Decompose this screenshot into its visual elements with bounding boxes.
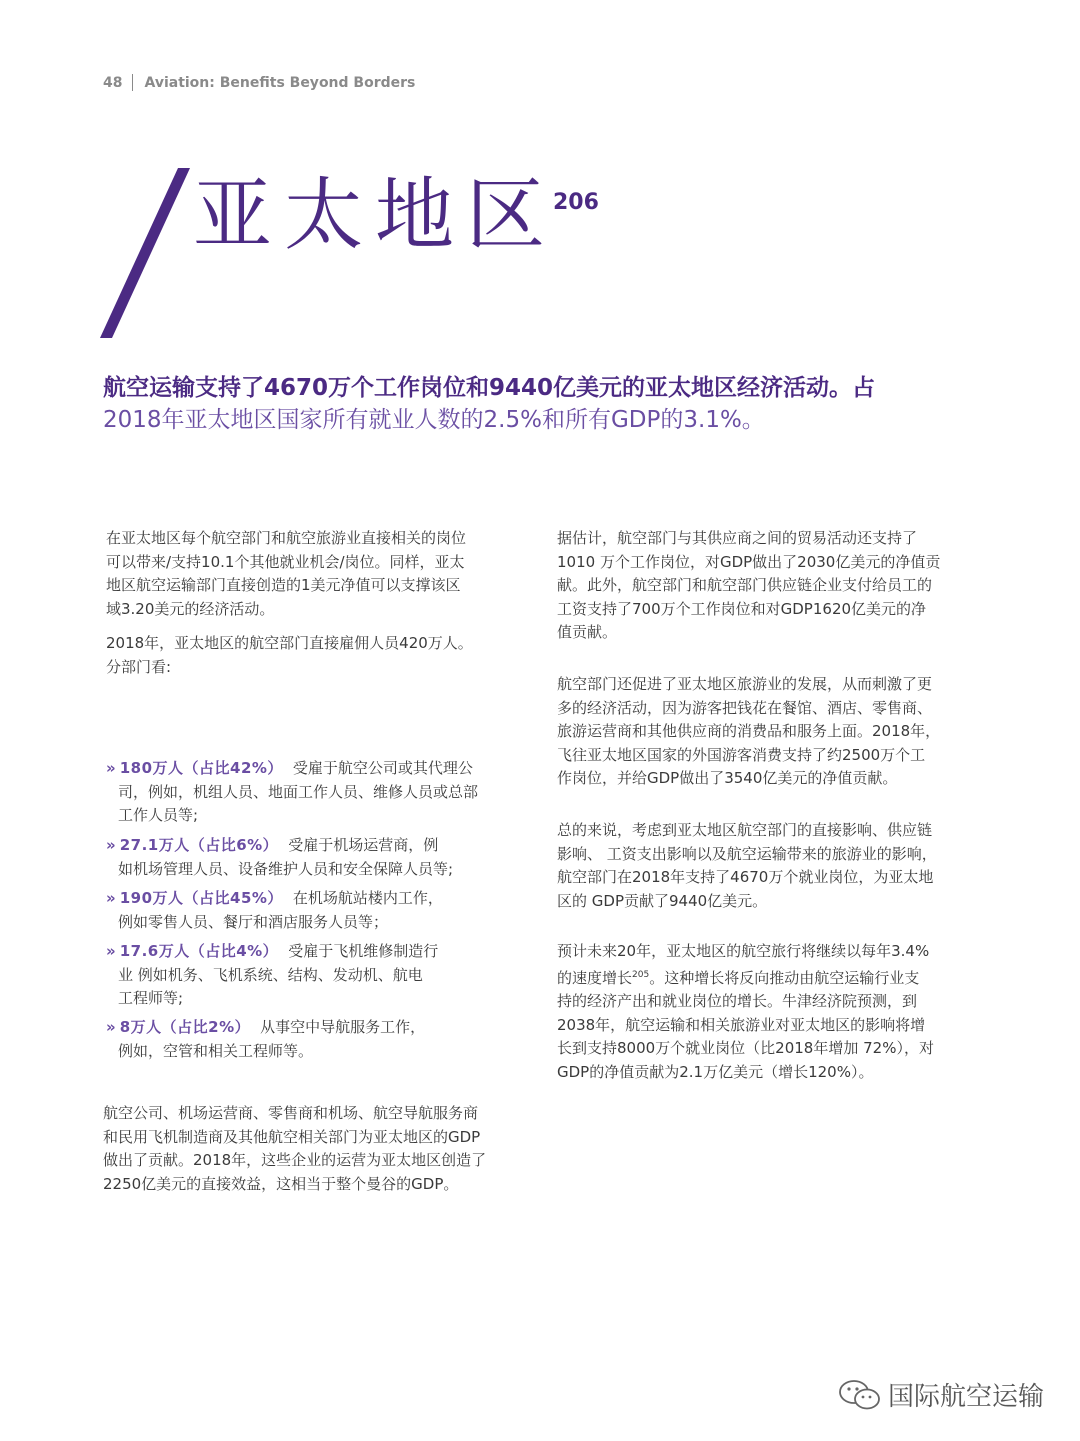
lead-summary xyxy=(103,372,973,436)
header-divider xyxy=(132,74,133,91)
right-paragraph-3: 总的来说，考虑到亚太地区航空部门的直接影响、供应链 影响、 工资支出影响以及航空运输带来的旅游业的影响， 航空部门在2018年支持了4670万个就业岗位，为亚太地 区的 GDP贡献了9440亿美元。 xyxy=(557,821,937,910)
bullet-item-airlines: » 180万人（占比42%） 受雇于航空公司或其代理公 司，例如，机组人员、地面工作人员、维修人员或总部 工作人员等; xyxy=(106,759,479,825)
bullet-item-manufacturing: » 17.6万人（占比4%） 受雇于飞机维修制造行 业 例如机务、飞机系统、结构、发动机、航电 工程师等; xyxy=(106,942,439,1008)
left-paragraph-3: 航空公司、机场运营商、零售商和机场、航空导航服务商 和民用飞机制造商及其他航空相关部门为亚太地区的GDP 做出了贡献。2018年，这些企业的运营为亚太地区创造了 2250亿美元的直接效益，这相当于整个曼谷的GDP。 xyxy=(103,1104,487,1193)
bullet-highlight: 180万人（占比42%） xyxy=(119,759,283,777)
page-number: 48 xyxy=(103,74,123,91)
lead-line-2: 2018年亚太地区国家所有就业人数的2.5%和所有GDP的3.1%。 xyxy=(103,407,765,433)
watermark-text: 国际航空运输 xyxy=(888,1382,1045,1412)
publication-title: Aviation: Benefits Beyond Borders xyxy=(144,74,416,91)
page-title: 亚太地区 xyxy=(193,169,557,261)
bullet-marker: » xyxy=(106,942,116,960)
right-paragraph-4: 预计未来20年，亚太地区的航空旅行将继续以每年3.4% 的速度增长$^{205}$。这种增长将反向推动由航空运输行业支 持的经济产出和就业岗位的增长。牛津经济院预测，到 2038年，航空运输和相关旅游业对亚太地区的影响将增 长到支持8000万个就业岗位（比2018年增加 72%），对 GDP的净值贡献为2.1万亿美元（增长120%）。 xyxy=(557,942,934,1081)
title-slash-decoration xyxy=(100,168,190,343)
left-paragraph-1: 在亚太地区每个航空部门和航空旅游业直接相关的岗位 可以带来/支持10.1个其他就业机会/岗位。同样，亚太 地区航空运输部门直接创造的1美元净值可以支撑该区 域3.20美元的经济活动。 xyxy=(106,529,467,618)
right-paragraph-1: 据估计，航空部门与其供应商之间的贸易活动还支持了 1010 万个工作岗位，对GDP做出了2030亿美元的净值贡 献。此外，航空部门和航空部门供应链企业支付给员工的 工资支持了700万个工作岗位和对GDP1620亿美元的净 值贡献。 xyxy=(557,529,941,642)
bullet-item-terminal: » 190万人（占比45%） 在机场航站楼内工作， 例如零售人员、餐厅和酒店服务人员等； xyxy=(106,889,443,931)
bullet-highlight: 8万人（占比2%） xyxy=(119,1018,251,1036)
wechat-watermark xyxy=(838,1376,1044,1413)
bullet-item-airports: » 27.1万人（占比6%） 受雇于机场运营商，例 如机场管理人员、设备维护人员和安全保障人员等; xyxy=(106,836,454,878)
bullet-item-air-navigation: » 8万人（占比2%） 从事空中导航服务工作， 例如，空管和相关工程师等。 xyxy=(106,1018,426,1060)
lead-line-1: 航空运输支持了4670万个工作岗位和9440亿美元的亚太地区经济活动。占 xyxy=(103,375,876,401)
bullet-highlight: 27.1万人（占比6%） xyxy=(119,836,279,854)
bullet-marker: » xyxy=(106,836,116,854)
bullet-marker: » xyxy=(106,759,116,777)
bullet-marker: » xyxy=(106,1018,116,1036)
wechat-icon xyxy=(838,1378,882,1412)
bullet-highlight: 190万人（占比45%） xyxy=(119,889,283,907)
right-paragraph-2: 航空部门还促进了亚太地区旅游业的发展，从而刺激了更 多的经济活动，因为游客把钱花在餐馆、酒店、零售商、 旅游运营商和其他供应商的消费品和服务上面。2018年， 飞往亚太地区国家的外国游客消费支持了约2500万个工 作岗位，并给GDP做出了3540亿美元的净值贡献。 xyxy=(557,675,941,788)
left-paragraph-2: 2018年，亚太地区的航空部门直接雇佣人员420万人。 分部门看: xyxy=(106,634,473,676)
title-footnote-ref: 206 xyxy=(553,190,599,215)
bullet-highlight: 17.6万人（占比4%） xyxy=(119,942,279,960)
bullet-marker: » xyxy=(106,889,116,907)
page-header xyxy=(103,74,415,91)
footnote-ref: 205 xyxy=(632,969,650,980)
